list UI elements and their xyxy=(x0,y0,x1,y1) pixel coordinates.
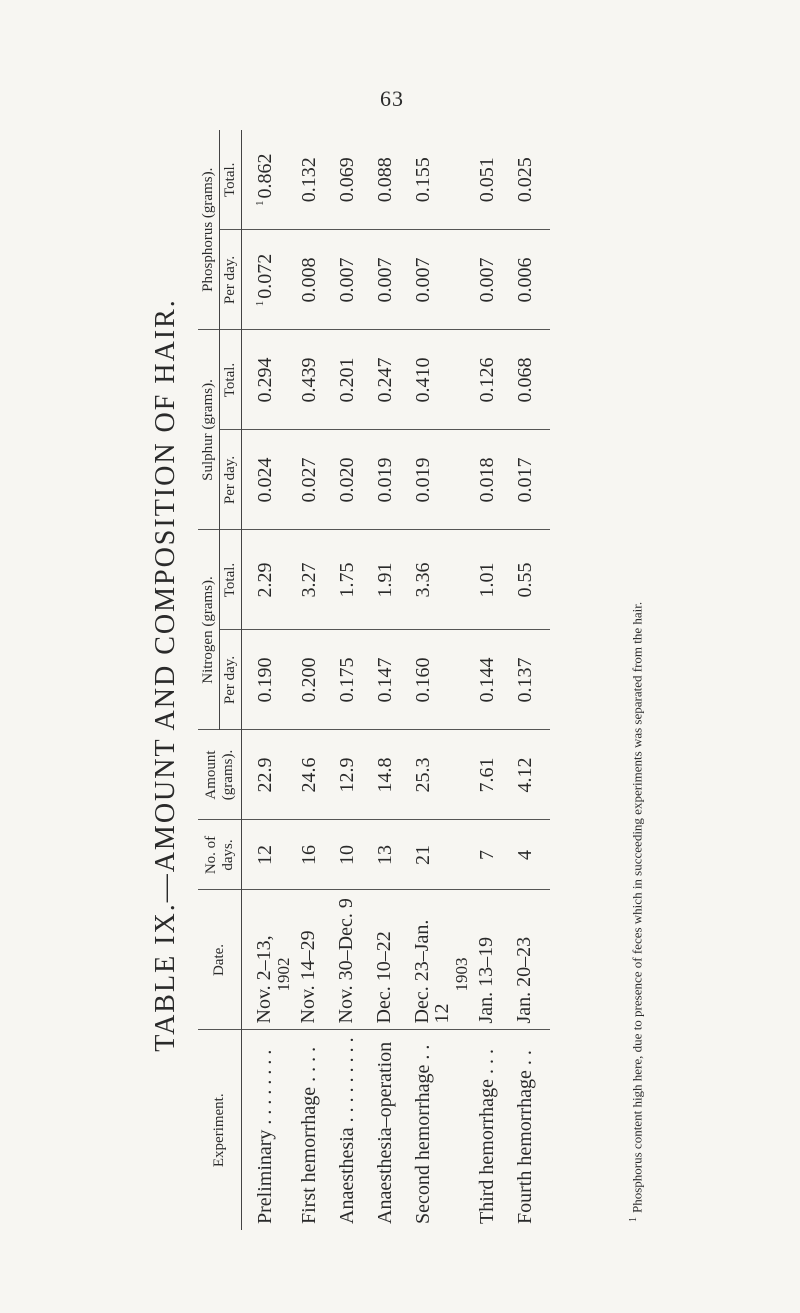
header-experiment: Experiment. xyxy=(198,1030,242,1230)
days-cell: 4 xyxy=(512,820,550,890)
phosphorus-total-cell xyxy=(410,130,474,230)
date-cell xyxy=(474,890,512,1030)
table-row xyxy=(242,130,297,1230)
nitrogen-per-day-cell: 0.190 xyxy=(242,630,297,730)
table-row xyxy=(296,130,334,1230)
nitrogen-total-cell: 2.29 xyxy=(242,530,297,630)
header-sulphur: Sulphur (grams). xyxy=(198,330,220,530)
date-range: Jan. 13–19 xyxy=(475,936,497,1024)
amount-cell: 14.8 xyxy=(372,730,410,820)
header-date: Date. xyxy=(198,890,242,1030)
cell-value: 0.025 xyxy=(514,157,536,203)
days-cell: 7 xyxy=(474,820,512,890)
table-row xyxy=(372,130,410,1230)
nitrogen-total-cell: 1.75 xyxy=(334,530,372,630)
days-cell: 16 xyxy=(296,820,334,890)
phosphorus-per-day-cell xyxy=(372,230,410,330)
table-title: TABLE IX.—AMOUNT AND COMPOSITION OF HAIR. xyxy=(150,298,181,1052)
cell-value: 0.862 xyxy=(254,153,276,199)
days-cell: 13 xyxy=(372,820,410,890)
sulphur-total-cell: 0.068 xyxy=(512,330,550,430)
nitrogen-per-day-cell: 0.160 xyxy=(410,630,474,730)
date-cell xyxy=(410,890,474,1030)
sulphur-per-day-cell: 0.027 xyxy=(296,430,334,530)
date-range: Nov. 30–Dec. 9 xyxy=(335,898,357,1024)
cell-value: 0.007 xyxy=(412,257,434,303)
date-cell xyxy=(242,890,297,1030)
header-sulphur-per-day: Per day. xyxy=(220,430,242,530)
sulphur-total-cell: 0.247 xyxy=(372,330,410,430)
table-row xyxy=(512,130,550,1230)
header-phosphorus-total: Total. xyxy=(220,130,242,230)
nitrogen-total-cell: 3.36 xyxy=(410,530,474,630)
footnote-mark: 1 xyxy=(628,1217,639,1222)
rotated-table-page xyxy=(150,120,660,1230)
date-cell xyxy=(334,890,372,1030)
nitrogen-per-day-cell: 0.200 xyxy=(296,630,334,730)
sulphur-total-cell: 0.201 xyxy=(334,330,372,430)
amount-cell: 25.3 xyxy=(410,730,474,820)
sulphur-per-day-cell: 0.024 xyxy=(242,430,297,530)
table-row xyxy=(334,130,372,1230)
header-sulphur-total: Total. xyxy=(220,330,242,430)
header-nitrogen-per-day: Per day. xyxy=(220,630,242,730)
amount-cell: 4.12 xyxy=(512,730,550,820)
header-nitrogen: Nitrogen (grams). xyxy=(198,530,220,730)
cell-value: 0.006 xyxy=(514,257,536,303)
nitrogen-total-cell: 3.27 xyxy=(296,530,334,630)
amount-cell: 24.6 xyxy=(296,730,334,820)
nitrogen-total-cell: 1.91 xyxy=(372,530,410,630)
header-days: No. of days. xyxy=(198,820,242,890)
phosphorus-total-cell xyxy=(296,130,334,230)
table-body xyxy=(242,130,551,1230)
date-range: Nov. 14–29 xyxy=(297,930,319,1024)
header-amount: Amount (grams). xyxy=(198,730,242,820)
sulphur-total-cell: 0.294 xyxy=(242,330,297,430)
date-cell xyxy=(512,890,550,1030)
cell-value: 0.051 xyxy=(476,157,498,203)
footnote-reference: 1 xyxy=(254,300,267,307)
experiment-cell: First hemorrhage . . . . xyxy=(298,1046,320,1224)
cell-value: 0.069 xyxy=(336,157,358,203)
table-row xyxy=(474,130,512,1230)
sulphur-total-cell: 0.410 xyxy=(410,330,474,430)
experiment-cell: Anaesthesia–operation xyxy=(374,1041,396,1224)
phosphorus-total-cell xyxy=(372,130,410,230)
header-phosphorus: Phosphorus (grams). xyxy=(198,130,220,330)
nitrogen-per-day-cell: 0.137 xyxy=(512,630,550,730)
nitrogen-per-day-cell: 0.175 xyxy=(334,630,372,730)
days-cell: 10 xyxy=(334,820,372,890)
cell-value: 0.007 xyxy=(374,257,396,303)
sulphur-total-cell: 0.126 xyxy=(474,330,512,430)
phosphorus-per-day-cell xyxy=(296,230,334,330)
phosphorus-per-day-cell xyxy=(410,230,474,330)
phosphorus-per-day-cell xyxy=(512,230,550,330)
footnote-text: Phosphorus content high here, due to presence of feces which in succeeding experiments was separated from the hair. xyxy=(629,601,645,1213)
cell-value: 0.007 xyxy=(476,257,498,303)
phosphorus-per-day-cell xyxy=(242,230,297,330)
days-cell: 12 xyxy=(242,820,297,890)
sulphur-per-day-cell: 0.020 xyxy=(334,430,372,530)
phosphorus-total-cell xyxy=(334,130,372,230)
sulphur-per-day-cell: 0.017 xyxy=(512,430,550,530)
table-row xyxy=(410,130,474,1230)
sulphur-per-day-cell: 0.019 xyxy=(372,430,410,530)
page-number: 63 xyxy=(380,86,404,111)
date-year: 1903 xyxy=(452,957,471,992)
sulphur-total-cell: 0.439 xyxy=(296,330,334,430)
amount-cell: 7.61 xyxy=(474,730,512,820)
date-range: Nov. 2–13, xyxy=(253,935,275,1024)
experiment-cell: Third hemorrhage . . . xyxy=(476,1049,498,1224)
experiment-cell: Second hemorrhage . . xyxy=(412,1044,434,1224)
days-cell: 21 xyxy=(410,820,474,890)
header-phosphorus-per-day: Per day. xyxy=(220,230,242,330)
cell-value: 0.155 xyxy=(412,157,434,203)
cell-value: 0.132 xyxy=(298,157,320,203)
footnote-reference: 1 xyxy=(254,200,267,206)
cell-value: 0.007 xyxy=(336,257,358,303)
phosphorus-per-day-cell xyxy=(334,230,372,330)
experiment-cell: Fourth hemorrhage . . xyxy=(514,1050,536,1224)
cell-value: 0.088 xyxy=(374,157,396,203)
phosphorus-total-cell xyxy=(512,130,550,230)
experiment-cell: Anaesthesia . . . . . . . . . xyxy=(336,1037,358,1224)
amount-cell: 22.9 xyxy=(242,730,297,820)
phosphorus-total-cell xyxy=(474,130,512,230)
nitrogen-total-cell: 1.01 xyxy=(474,530,512,630)
date-year: 1902 xyxy=(274,957,293,992)
date-cell xyxy=(296,890,334,1030)
hair-composition-table xyxy=(198,130,550,1230)
footnote xyxy=(628,122,645,1222)
date-cell xyxy=(372,890,410,1030)
sulphur-per-day-cell: 0.019 xyxy=(410,430,474,530)
nitrogen-per-day-cell: 0.147 xyxy=(372,630,410,730)
cell-value: 0.008 xyxy=(298,257,320,303)
header-nitrogen-total: Total. xyxy=(220,530,242,630)
nitrogen-total-cell: 0.55 xyxy=(512,530,550,630)
sulphur-per-day-cell: 0.018 xyxy=(474,430,512,530)
amount-cell: 12.9 xyxy=(334,730,372,820)
nitrogen-per-day-cell: 0.144 xyxy=(474,630,512,730)
date-range: Dec. 23–Jan. 12 xyxy=(411,919,453,1024)
date-range: Jan. 20–23 xyxy=(513,936,535,1024)
date-range: Dec. 10–22 xyxy=(373,931,395,1024)
phosphorus-per-day-cell xyxy=(474,230,512,330)
cell-value: 0.072 xyxy=(254,253,276,299)
phosphorus-total-cell xyxy=(242,130,297,230)
experiment-cell: Preliminary . . . . . . . . xyxy=(254,1049,276,1224)
